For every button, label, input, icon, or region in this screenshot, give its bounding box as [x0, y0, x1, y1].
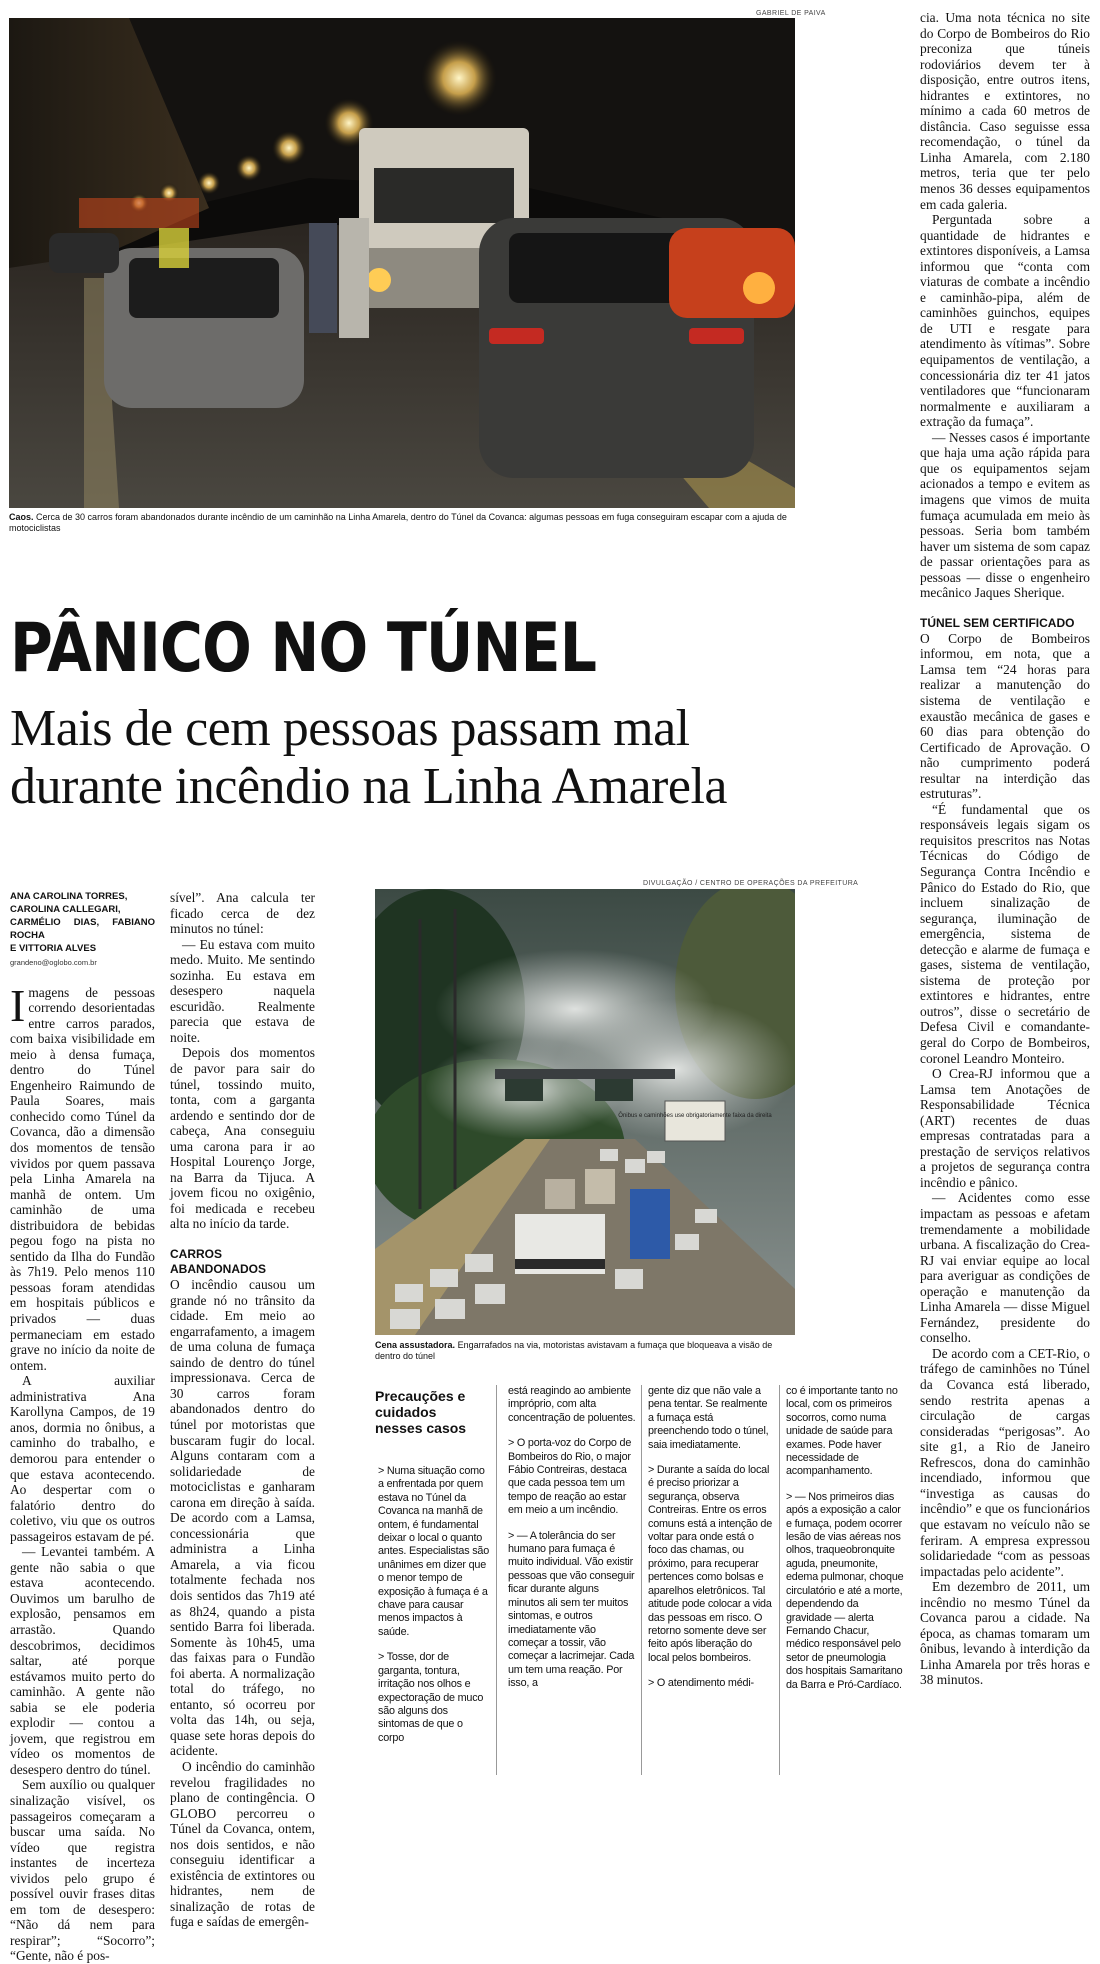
box-column-3 [648, 1385, 774, 1703]
tunnel-fire-photo [9, 18, 795, 508]
road-sign: Ônibus e caminhões use obrigatoriamente faixa da direita [618, 1113, 772, 1119]
box-paragraph: > Durante a saída do local é preciso priorizar a segurança, observa Contreiras. Entre os erros comuns está a intenção de voltar para onde está o foco das chamas, ou próximo, para recuperar pertences como bolsas e aparelhos eletrônicos. Tal atitude pode colocar a vida das pessoas em risco. O retorno somente deve ser feito após liberação do local pelos bombeiros. [648, 1464, 773, 1664]
box-column-2 [508, 1385, 636, 1703]
byline-line: CARMÉLIO DIAS, FABIANO ROCHA [10, 917, 155, 941]
byline-line: CAROLINA CALLEGARI, [10, 904, 121, 915]
box-paragraph: > Tosse, dor de garganta, tontura, irritação nos olhos e expectoração de muco são alguns dos sintomas de que o corpo [378, 1651, 484, 1744]
paragraph: — Levantei também. A gente não sabia o que estava acontecendo. Ouvimos um barulho de explosão, pensamos em arrastão. Quando descobrimos, decidimos saltar, até porque estávamos muito perto do caminhão. A gente não sabia se ele poderia explodir — contou a jovem, que registrou em vídeo os momentos de desespero dentro do túnel. [10, 1544, 155, 1777]
paragraph: cia. Uma nota técnica no site do Corpo de Bombeiros do Rio preconiza que túneis rodoviários devem ter à disposição, entre outros itens, hidrantes e extintores, no mínimo a cada 60 metros de distância. Caso seguisse essa recomendação, o túnel da Linha Amarela, com 2.180 metros, teria que ter pelo menos 36 desses equipamentos em cada galeria. [920, 10, 1090, 212]
paragraph: Perguntada sobre a quantidade de hidrantes e extintores disponíveis, a Lamsa informou que “conta com viaturas de combate a incêndio e caminhão-pipa, além de caminhões guinchos, equipes de UTI e resgate para atendimento às vítimas”. Sobre equipamentos de ventilação, a concessionária diz ter 41 jatos ventiladores que “funcionaram normalmente e auxiliaram a extração da fumaça”. [920, 212, 1090, 430]
box-paragraph: > O atendimento médi- [648, 1677, 754, 1690]
column-divider [641, 1385, 642, 1775]
section-heading: CARROS ABANDONADOS [170, 1247, 266, 1277]
box-title: Precauções e cuidados nesses casos [375, 1388, 467, 1436]
headline: PÂNICO NO TÚNEL [10, 609, 597, 688]
byline-line: E VITTORIA ALVES [10, 943, 97, 954]
tunnel-photo-illustration [9, 18, 795, 508]
paragraph: “É fundamental que os responsáveis legais sigam os requisitos prescritos nas Notas Técnicas do Código de Segurança Contra Incêndio e Pânico do Estado do Rio, que incluem sinalização de segurança, iluminação de emergência, sistema de detecção e alarme de fumaça e gases, sistema de ventilação, sistema de proteção por extintores e hidrantes, entre outros”, disse o secretário de Defesa Civil e comandante-geral do Corpo de Bombeiros, coronel Leandro Monteiro. [920, 801, 1090, 1066]
photo-caption [9, 512, 799, 534]
photo-credit: DIVULGAÇÃO / CENTRO DE OPERAÇÕES DA PREFEITURA [643, 880, 859, 887]
section-heading: TÚNEL SEM CERTIFICADO [920, 615, 1075, 630]
box-paragraph: > Numa situação como a enfrentada por quem estava no Túnel da Covanca na manhã de ontem, é fundamental deixar o local o quanto antes. Especialistas são unânimes em dizer que o menor tempo de exposição à fumaça é a chave para causar menos impactos à saúde. [378, 1465, 490, 1638]
box-paragraph: co é importante tanto no local, com os primeiros socorros, como numa unidade de saúde para exames. Pode haver necessidade de acompanhamento. [786, 1385, 898, 1478]
paragraph: Imagens de pessoas correndo desorientadas entre carros parados, com baixa visibilidade em meio à densa fumaça, dentro do Túnel Engenheiro Raimundo de Paula Soares, mais conhecido como Túnel da Covanca, dão a dimensão dos momentos de tensão vividos por quem passava pela Linha Amarela na manhã de ontem. Um caminhão de uma distribuidora de bebidas pegou fogo na pista no sentido da Ilha do Fundão às 7h19. Pelo menos 110 pessoas foram atendidas em hospitais públicos e privados — duas permaneciam em estado grave no início da noite de ontem. [10, 979, 155, 1373]
photo-caption [375, 1340, 800, 1362]
box-paragraph: > — A tolerância do ser humano para fumaça é muito individual. Vão existir pessoas que vão conseguir ficar durante alguns minutos ali sem ter muitos sintomas, e outros imediatamente vão começar a tossir, vão começar a lacrimejar. Cada um tem uma reação. Por isso, a [508, 1529, 635, 1690]
box-column-1 [378, 1465, 490, 1757]
caption-text: Cerca de 30 carros foram abandonados durante incêndio de um caminhão na Linha Amarela, dentro do Túnel da Covanca: algumas pessoas em fuga conseguiram escapar com a ajuda de motociclistas [9, 512, 787, 533]
traffic-photo-illustration [375, 889, 795, 1335]
column-divider [779, 1385, 780, 1775]
caption-lead: Cena assustadora. [375, 1340, 456, 1350]
column-divider [496, 1385, 497, 1775]
paragraph: O Crea-RJ informou que a Lamsa tem Anotações de Responsabilidade Técnica (ART) recentes de duas empresas contratadas para a prestação de serviços relativos a projetos de segurança contra incêndio e pânico. [920, 1066, 1090, 1190]
paragraph: A auxiliar administrativa Ana Karollyna Campos, de 19 anos, dormia no ônibus, a caminho do trabalho, e demorou para entender o que estava acontecendo. Ao despertar com o falatório dentro do coletivo, viu que os outros passageiros estavam de pé. [10, 1373, 155, 1544]
paragraph: sível”. Ana calcula ter ficado cerca de dez minutos no túnel: [170, 890, 315, 937]
paragraph: Sem auxílio ou qualquer sinalização visível, os passageiros começaram a buscar uma saída. No vídeo que registra instantes de incerteza vividos pelo grupo é possível ouvir frases ditas em tom de desespero: “Não dá nem para respirar”; “Socorro”; “Gente, não é pos- [10, 1777, 155, 1964]
byline-line: ANA CAROLINA TORRES, [10, 891, 128, 902]
article-column-2 [170, 890, 315, 1930]
paragraph: Depois dos momentos de pavor para sair do túnel, tossindo muito, tonta, com a garganta ardendo e sentindo dor de cabeça, Ana conseguiu uma carona para ir ao Hospital Lourenço Jorge, na Barra da Tijuca. A jovem ficou no oxigênio, foi medicada e recebeu alta no início da tarde. [170, 1045, 315, 1232]
caption-text: Engarrafados na via, motoristas avistavam a fumaça que bloqueava a visão de dentro do túnel [375, 1340, 773, 1361]
box-paragraph: gente diz que não vale a pena tentar. Se realmente a fumaça está preenchendo todo o túnel, saia imediatamente. [648, 1385, 769, 1451]
article-column-5 [920, 10, 1090, 1688]
paragraph: — Eu estava com muito medo. Muito. Me sentindo sozinha. Eu estava em desespero naquela escuridão. Realmente parecia que estava de noite. [170, 936, 315, 1045]
box-column-4 [786, 1385, 904, 1704]
paragraph: — Acidentes como esse impactam as pessoas e afetam tremendamente a mobilidade urbana. A fiscalização do Crea-RJ vai enviar equipe ao local para averiguar as condições de operação e manutenção da Linha Amarela — disse Miguel Fernández, presidente do conselho. [920, 1190, 1090, 1346]
paragraph: O incêndio causou um grande nó no trânsito da cidade. Em meio ao engarrafamento, a imagem de uma coluna de fumaça saindo de dentro do túnel impressionava. Cerca de 30 carros foram abandonados dentro do túnel por motoristas que buscaram fugir do local. Alguns contaram com a solidariedade de motociclistas e ganharam carona em direção à saída. De acordo com a Lamsa, concessionária que administra a Linha Amarela, a via ficou totalmente fechada nos dois sentidos das 7h19 até as 8h24, quando a pista sentido Barra foi liberada. Somente às 10h45, uma das faixas para o Fundão foi aberta. A normalização total do tráfego, no entanto, só ocorreu por volta das 14h, ou seja, quase sete horas depois do acidente. [170, 1277, 315, 1759]
paragraph: O Corpo de Bombeiros informou, em nota, que a Lamsa tem “24 horas para realizar a manutenção do sistema de ventilação e exaustão mecânica de gases e 60 dias para obtenção do Certificado de Aprovação. O não cumprimento poderá resultar na interdição das estruturas”. [920, 630, 1090, 802]
caption-lead: Caos. [9, 512, 34, 522]
box-paragraph: > — Nos primeiros dias após a exposição a calor e fumaça, podem ocorrer lesão de vias aéreas nos olhos, traqueobronquite aguda, pneumonite, edema pulmonar, choque circulatório e até a morte, dependendo da gravidade — alerta Fernando Chacur, médico responsável pelo setor de pneumologia dos hospitais Samaritano da Barra e Pró-Cardíaco. [786, 1490, 904, 1691]
box-paragraph: está reagindo ao ambiente impróprio, com alta concentração de poluentes. [508, 1385, 636, 1424]
byline [10, 890, 155, 955]
box-paragraph: > O porta-voz do Corpo de Bombeiros do Rio, o major Fábio Contreiras, destaca que cada pessoa tem um tempo de reação ao estar em meio a um incêndio. [508, 1437, 632, 1517]
paragraph: De acordo com a CET-Rio, o tráfego de caminhões no Túnel da Covanca está liberado, sendo restrita apenas a circulação de cargas consideradas “perigosas”. Ao site g1, a Rio de Janeiro Refrescos, dona do caminhão incendiado, informou que “investiga as causas do incêndio” e que os funcionários que estavam no veículo não se feriram. A empresa expressou solidariedade “com as pessoas impactadas pelo acidente”. [920, 1345, 1090, 1579]
paragraph: O incêndio do caminhão revelou fragilidades no plano de contingência. O GLOBO percorreu o Túnel da Covanca, ontem, nos dois sentidos, e não conseguiu identificar a existência de extintores ou hidrantes, nem de sinalização de rotas de fuga e saídas de emergên- [170, 1758, 315, 1930]
subheadline: Mais de cem pessoas passam mal durante incêndio na Linha Amarela [10, 700, 727, 815]
traffic-smoke-photo [375, 889, 795, 1335]
article-column-1 [10, 890, 155, 1964]
author-email[interactable]: grandeno@oglobo.com.br [10, 958, 97, 967]
photo-credit: GABRIEL DE PAIVA [756, 10, 826, 17]
drop-cap: I [10, 979, 26, 1031]
paragraph: Em dezembro de 2011, um incêndio no mesmo Túnel da Covanca parou a cidade. Na época, as chamas tomaram um ônibus, levando à interdição da Linha Amarela por três horas e 38 minutos. [920, 1579, 1090, 1688]
paragraph: — Nesses casos é importante que haja uma ação rápida para que os equipamentos sejam acionados a tempo e evitem as imagens que vimos de muita fumaça acumulada em meio às pessoas. Seria bom também haver um sistema de som capaz de passar orientações para as pessoas — disse o engenheiro mecânico Jaques Sherique. [920, 429, 1090, 601]
